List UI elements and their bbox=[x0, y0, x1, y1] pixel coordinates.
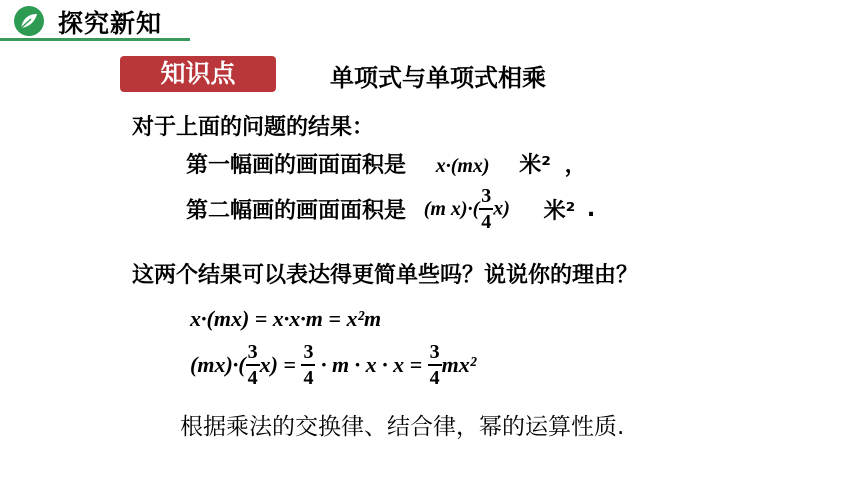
eq2-part-c: · m · x · x = bbox=[320, 352, 423, 377]
area2-expression-left: (m x)·( bbox=[423, 197, 480, 220]
topic-title: 单项式与单项式相乘 bbox=[330, 64, 546, 92]
area2-unit: 米² bbox=[543, 198, 576, 224]
area-line-1 bbox=[186, 148, 587, 179]
area-line-2 bbox=[186, 186, 595, 232]
fraction-numerator: 3 bbox=[428, 342, 442, 366]
fraction-numerator: 3 bbox=[301, 342, 315, 366]
question-text: 这两个结果可以表达得更简单些吗？说说你的理由？ bbox=[132, 263, 639, 288]
area2-text: 第二幅画的画面面积是 bbox=[186, 198, 407, 224]
knowledge-point-badge: 知识点 bbox=[120, 56, 276, 92]
eq2-part-d: mx² bbox=[441, 352, 477, 377]
fraction-denominator: 4 bbox=[481, 211, 492, 233]
eq2-fraction-3 bbox=[428, 342, 442, 388]
fraction-numerator: 3 bbox=[246, 342, 260, 366]
area2-period: . bbox=[586, 196, 596, 222]
conclusion-text: 根据乘法的交换律、结合律，幂的运算性质. bbox=[180, 414, 625, 440]
area1-unit: 米² bbox=[519, 153, 551, 178]
section-header bbox=[0, 0, 860, 42]
intro-text: 对于上面的问题的结果： bbox=[132, 115, 375, 140]
area1-text: 第一幅画的画面面积是 bbox=[186, 153, 407, 178]
section-title: 探究新知 bbox=[58, 9, 163, 38]
fraction-denominator: 4 bbox=[303, 367, 314, 389]
eq2-part-b: x) = bbox=[259, 352, 296, 377]
fraction-denominator: 4 bbox=[429, 367, 440, 389]
equation-2 bbox=[190, 342, 476, 388]
eq2-fraction-1 bbox=[246, 342, 260, 388]
eq2-part-a: (mx)·( bbox=[190, 352, 246, 377]
equation-1: x·(mx) = x·x·m = x²m bbox=[190, 306, 382, 331]
fraction-numerator: 3 bbox=[479, 186, 493, 210]
fraction-denominator: 4 bbox=[247, 367, 258, 389]
leaf-icon bbox=[14, 6, 44, 36]
header-underline bbox=[0, 38, 190, 41]
eq2-fraction-2 bbox=[301, 342, 315, 388]
area1-expression: x·(mx) bbox=[435, 155, 490, 177]
area2-expression-right: x) bbox=[493, 197, 510, 220]
area2-fraction bbox=[479, 186, 493, 232]
area1-comma: ， bbox=[564, 153, 587, 178]
